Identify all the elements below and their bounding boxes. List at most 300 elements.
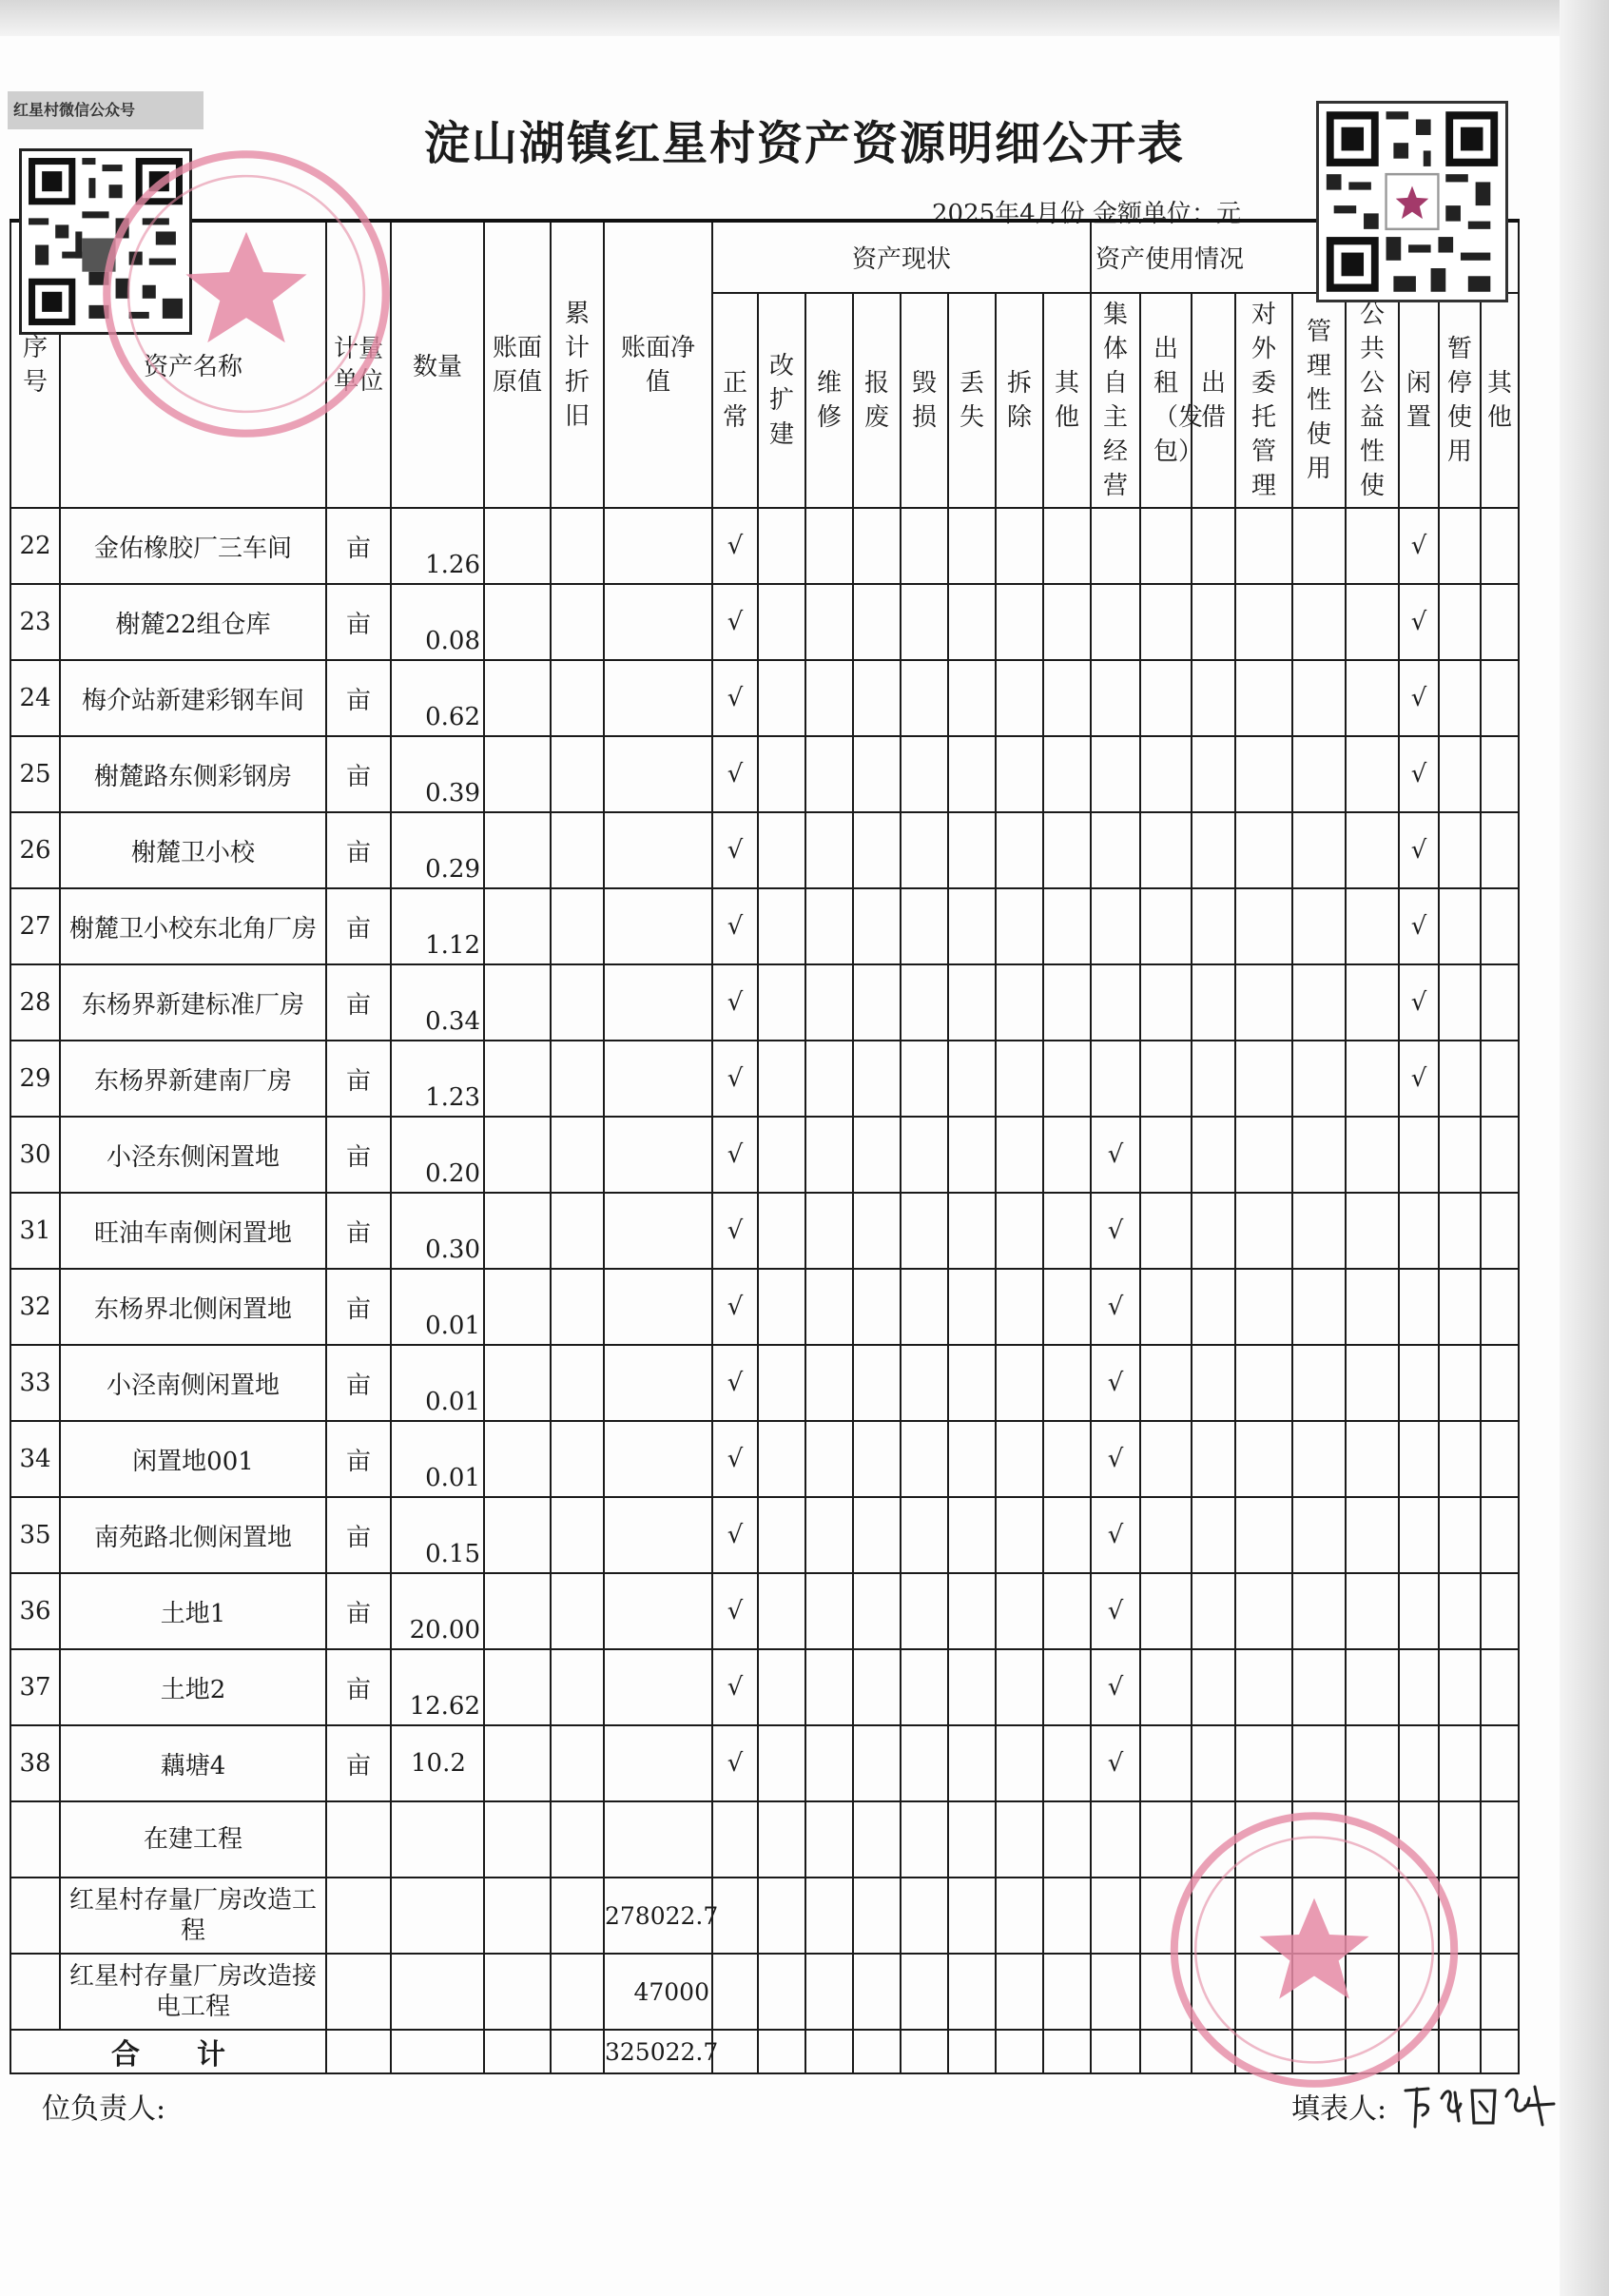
row-usage-5 [1346,1573,1399,1649]
total-original-value [484,2030,551,2073]
row-status-4 [901,1497,948,1573]
table-row [10,1573,1519,1649]
row-empty-6 [996,1878,1043,1954]
row-qty: 0.01 [391,1421,484,1497]
row-usage-1 [1140,1725,1192,1801]
row-status-1 [758,508,805,584]
row-depreciation [551,812,604,888]
header-seq: 序号 [10,221,60,508]
row-usage-check: √ [1399,736,1439,812]
row-asset-name: 旺油车南侧闲置地 [60,1193,326,1269]
row-usage-check: √ [1399,964,1439,1041]
row-usage-8 [1481,812,1519,888]
row-empty-5 [948,1878,996,1954]
row-seq: 23 [10,584,60,660]
row-usage-7 [1439,736,1481,812]
row-usage-5 [1346,584,1399,660]
row-empty-2 [805,1801,853,1878]
row-status-2 [805,1497,853,1573]
row-usage-5 [1346,964,1399,1041]
row-usage-3 [1235,584,1292,660]
row-original-value [484,1117,551,1193]
row-usage-4 [1292,660,1346,736]
row-status-2 [805,1269,853,1345]
row-status-4 [901,1649,948,1725]
row-original-value [484,1878,551,1954]
row-usage-1 [1140,1421,1192,1497]
row-status-7 [1043,584,1091,660]
row-net-value [604,1117,712,1193]
row-original-value [484,888,551,964]
row-seq: 28 [10,964,60,1041]
row-asset-name: 榭麓22组仓库 [60,584,326,660]
row-seq: 29 [10,1041,60,1117]
row-net-value [604,888,712,964]
row-net-value [604,1345,712,1421]
row-status-2 [805,1117,853,1193]
row-status-4 [901,1117,948,1193]
row-status-2 [805,1649,853,1725]
row-depreciation [551,660,604,736]
row-usage-6 [1399,1269,1439,1345]
row-usage-1 [1140,508,1192,584]
row-usage-2 [1192,508,1235,584]
row-unit: 亩 [326,584,391,660]
total-empty-16 [1481,2030,1519,2073]
row-status-4 [901,1041,948,1117]
row-status-1 [758,888,805,964]
row-original-value [484,736,551,812]
row-usage-3 [1235,1269,1292,1345]
row-usage-check: √ [1399,1041,1439,1117]
row-usage-7 [1439,1497,1481,1573]
row-qty: 0.62 [391,660,484,736]
row-status-5 [948,1269,996,1345]
row-usage-3 [1235,508,1292,584]
row-usage-6 [1399,1725,1439,1801]
total-empty-0 [712,2030,758,2073]
row-status-4 [901,1421,948,1497]
row-empty-3 [853,1801,901,1878]
row-usage-3 [1235,1193,1292,1269]
header-status-6: 拆除 [996,293,1043,508]
row-usage-1 [1140,584,1192,660]
row-original-value [484,812,551,888]
row-usage-1 [1140,1573,1192,1649]
row-empty-2 [805,1878,853,1954]
row-usage-3 [1235,888,1292,964]
row-status-7 [1043,1041,1091,1117]
row-status-2 [805,888,853,964]
row-qty: 12.62 [391,1649,484,1725]
row-usage-4 [1292,1041,1346,1117]
row-usage-8 [1481,1725,1519,1801]
row-asset-name: 榭麓卫小校 [60,812,326,888]
row-status-1 [758,1269,805,1345]
row-qty: 1.12 [391,888,484,964]
row-status-check: √ [712,1193,758,1269]
row-status-2 [805,1345,853,1421]
row-usage-1 [1140,1117,1192,1193]
row-usage-3 [1235,1573,1292,1649]
row-usage-2 [1192,1497,1235,1573]
row-empty-0 [712,1954,758,2030]
row-status-1 [758,1345,805,1421]
row-empty-16 [1481,1878,1519,1954]
row-usage-8 [1481,1497,1519,1573]
row-usage-6 [1399,1649,1439,1725]
table-row [10,964,1519,1041]
row-status-5 [948,1193,996,1269]
row-status-6 [996,1345,1043,1421]
row-status-7 [1043,1573,1091,1649]
header-unit: 计量单位 [326,221,391,508]
row-depreciation [551,1497,604,1573]
row-usage-check: √ [1399,812,1439,888]
table-row [10,1649,1519,1725]
row-usage-5 [1346,1649,1399,1725]
row-usage-3 [1235,964,1292,1041]
row-status-5 [948,888,996,964]
row-depreciation [551,888,604,964]
row-usage-8 [1481,736,1519,812]
row-original-value [484,1345,551,1421]
row-usage-7 [1439,1193,1481,1269]
row-unit: 亩 [326,1345,391,1421]
row-asset-name: 小泾东侧闲置地 [60,1117,326,1193]
row-seq: 36 [10,1573,60,1649]
row-status-6 [996,1421,1043,1497]
row-usage-3 [1235,1421,1292,1497]
row-depreciation [551,1725,604,1801]
row-usage-6 [1399,1421,1439,1497]
row-usage-4 [1292,1725,1346,1801]
row-status-6 [996,1269,1043,1345]
row-status-6 [996,1117,1043,1193]
total-qty [391,2030,484,2073]
row-qty [391,1801,484,1878]
row-seq: 27 [10,888,60,964]
row-usage-7 [1439,964,1481,1041]
row-status-7 [1043,1345,1091,1421]
row-usage-2 [1192,1269,1235,1345]
row-status-5 [948,812,996,888]
row-usage-7 [1439,1421,1481,1497]
header-status-2: 维修 [805,293,853,508]
row-status-6 [996,964,1043,1041]
row-status-1 [758,736,805,812]
row-status-check: √ [712,660,758,736]
row-net-value: 278022.7 [604,1878,712,1954]
header-net-value: 账面净值 [604,221,712,508]
table-row [10,1345,1519,1421]
row-status-check: √ [712,1117,758,1193]
row-seq: 33 [10,1345,60,1421]
row-usage-4 [1292,508,1346,584]
row-depreciation [551,1041,604,1117]
row-status-4 [901,964,948,1041]
row-status-7 [1043,1193,1091,1269]
row-status-2 [805,508,853,584]
row-status-7 [1043,1421,1091,1497]
row-status-3 [853,1649,901,1725]
scan-edge-right [1560,0,1609,2296]
row-usage-check: √ [1091,1269,1140,1345]
row-asset-name: 闲置地001 [60,1421,326,1497]
row-status-5 [948,508,996,584]
row-usage-4 [1292,584,1346,660]
row-status-2 [805,660,853,736]
report-period: 2025年4月份 [932,200,1085,228]
row-net-value [604,508,712,584]
row-original-value [484,1725,551,1801]
row-asset-name: 藕塘4 [60,1725,326,1801]
row-net-value [604,1269,712,1345]
row-usage-7 [1439,888,1481,964]
row-status-4 [901,1573,948,1649]
row-seq [10,1801,60,1878]
row-net-value [604,964,712,1041]
row-empty-4 [901,1801,948,1878]
row-depreciation [551,1649,604,1725]
header-status-group: 资产现状 [712,221,1091,293]
row-original-value [484,1954,551,2030]
row-status-check: √ [712,812,758,888]
row-unit: 亩 [326,1573,391,1649]
row-unit: 亩 [326,888,391,964]
header-depreciation: 累计折旧 [551,221,604,508]
row-status-6 [996,888,1043,964]
row-usage-8 [1481,888,1519,964]
row-asset-name: 东杨界新建南厂房 [60,1041,326,1117]
page-title: 淀山湖镇红星村资产资源明细公开表 [423,117,1185,170]
table-row [10,584,1519,660]
filler-signature [1400,2077,1561,2134]
row-usage-5 [1346,812,1399,888]
row-status-6 [996,1573,1043,1649]
row-status-3 [853,1573,901,1649]
row-usage-check: √ [1399,584,1439,660]
row-usage-0 [1091,888,1140,964]
row-usage-8 [1481,1269,1519,1345]
header-status-4: 毁损 [901,293,948,508]
row-seq: 31 [10,1193,60,1269]
row-status-7 [1043,888,1091,964]
total-empty-6 [996,2030,1043,2073]
row-empty-8 [1091,1878,1140,1954]
row-status-4 [901,736,948,812]
row-status-2 [805,1041,853,1117]
row-status-6 [996,1193,1043,1269]
row-usage-8 [1481,1041,1519,1117]
row-status-3 [853,1345,901,1421]
amount-unit: 金额单位：元 [1092,200,1241,228]
row-usage-3 [1235,1117,1292,1193]
row-depreciation [551,1421,604,1497]
row-qty [391,1954,484,2030]
row-usage-2 [1192,1649,1235,1725]
row-unit [326,1801,391,1878]
row-status-3 [853,660,901,736]
row-depreciation [551,1573,604,1649]
header-status-1: 改扩建 [758,293,805,508]
row-unit: 亩 [326,736,391,812]
row-qty: 10.2 [391,1725,484,1801]
row-usage-8 [1481,508,1519,584]
row-qty: 0.30 [391,1193,484,1269]
filler-label: 填表人: [1291,2092,1387,2126]
row-original-value [484,1801,551,1878]
row-usage-2 [1192,736,1235,812]
row-usage-2 [1192,1345,1235,1421]
row-unit [326,1954,391,2030]
row-usage-0 [1091,584,1140,660]
row-empty-0 [712,1878,758,1954]
row-usage-1 [1140,812,1192,888]
row-status-2 [805,1573,853,1649]
row-seq: 37 [10,1649,60,1725]
row-status-1 [758,1649,805,1725]
row-usage-2 [1192,1041,1235,1117]
row-status-5 [948,1649,996,1725]
row-status-1 [758,1497,805,1573]
row-usage-7 [1439,660,1481,736]
row-empty-3 [853,1954,901,2030]
header-qty: 数量 [391,221,484,508]
header-name: 资产名称 [60,221,326,508]
row-status-3 [853,1421,901,1497]
table-row [10,736,1519,812]
row-status-4 [901,508,948,584]
row-usage-8 [1481,1345,1519,1421]
row-status-1 [758,964,805,1041]
row-status-2 [805,736,853,812]
row-usage-3 [1235,1497,1292,1573]
row-usage-3 [1235,1041,1292,1117]
row-original-value [484,1573,551,1649]
row-status-5 [948,1345,996,1421]
row-usage-0 [1091,660,1140,736]
row-status-2 [805,1193,853,1269]
table-row [10,1041,1519,1117]
row-status-7 [1043,812,1091,888]
row-net-value [604,1421,712,1497]
header-usage-3: 对外委托管理 [1235,293,1292,508]
row-status-5 [948,584,996,660]
row-status-check: √ [712,1573,758,1649]
row-unit: 亩 [326,660,391,736]
row-status-check: √ [712,1497,758,1573]
row-usage-7 [1439,584,1481,660]
row-status-7 [1043,1117,1091,1193]
row-qty: 1.23 [391,1041,484,1117]
row-usage-1 [1140,1345,1192,1421]
row-depreciation [551,1878,604,1954]
row-empty-7 [1043,1801,1091,1878]
row-usage-8 [1481,1649,1519,1725]
row-status-check: √ [712,736,758,812]
row-net-value [604,1193,712,1269]
row-empty-8 [1091,1801,1140,1878]
row-usage-8 [1481,1573,1519,1649]
row-usage-0 [1091,1041,1140,1117]
row-status-4 [901,888,948,964]
table-row [10,1117,1519,1193]
row-status-check: √ [712,1725,758,1801]
row-asset-name: 榭麓路东侧彩钢房 [60,736,326,812]
row-usage-1 [1140,736,1192,812]
row-status-4 [901,584,948,660]
row-usage-1 [1140,888,1192,964]
row-usage-5 [1346,888,1399,964]
row-status-3 [853,888,901,964]
row-status-3 [853,1725,901,1801]
row-asset-name: 东杨界北侧闲置地 [60,1269,326,1345]
row-seq [10,1954,60,2030]
row-usage-4 [1292,1345,1346,1421]
row-status-check: √ [712,1421,758,1497]
asset-ledger-table [10,219,1520,2074]
row-seq: 24 [10,660,60,736]
row-net-value: 47000 [604,1954,712,2030]
row-usage-check: √ [1091,1725,1140,1801]
row-empty-16 [1481,1954,1519,2030]
header-status-7: 其他 [1043,293,1091,508]
header-usage-4: 管理性使用 [1292,293,1346,508]
row-status-3 [853,508,901,584]
row-status-1 [758,1421,805,1497]
row-usage-5 [1346,1193,1399,1269]
total-empty-8 [1091,2030,1140,2073]
row-usage-check: √ [1091,1573,1140,1649]
row-qty: 0.39 [391,736,484,812]
row-status-check: √ [712,964,758,1041]
row-usage-check: √ [1399,888,1439,964]
row-empty-3 [853,1878,901,1954]
row-usage-2 [1192,964,1235,1041]
row-usage-4 [1292,1649,1346,1725]
row-status-1 [758,1573,805,1649]
row-status-check: √ [712,1649,758,1725]
row-usage-8 [1481,1421,1519,1497]
row-status-5 [948,1117,996,1193]
table-row [10,508,1519,584]
row-status-3 [853,1193,901,1269]
row-empty-0 [712,1801,758,1878]
row-status-check: √ [712,1345,758,1421]
total-depreciation [551,2030,604,2073]
row-net-value [604,1801,712,1878]
header-usage-6: 闲置 [1399,293,1439,508]
total-empty-1 [758,2030,805,2073]
row-usage-5 [1346,1345,1399,1421]
row-unit: 亩 [326,1117,391,1193]
row-usage-check: √ [1091,1497,1140,1573]
row-usage-1 [1140,1497,1192,1573]
official-seal-right [1154,1798,1474,2102]
row-net-value [604,1497,712,1573]
row-usage-check: √ [1091,1649,1140,1725]
table-row [10,1193,1519,1269]
row-usage-2 [1192,888,1235,964]
row-usage-6 [1399,1193,1439,1269]
row-qty: 20.00 [391,1573,484,1649]
row-usage-2 [1192,1117,1235,1193]
row-empty-2 [805,1954,853,2030]
row-status-7 [1043,736,1091,812]
row-usage-4 [1292,964,1346,1041]
row-status-7 [1043,964,1091,1041]
